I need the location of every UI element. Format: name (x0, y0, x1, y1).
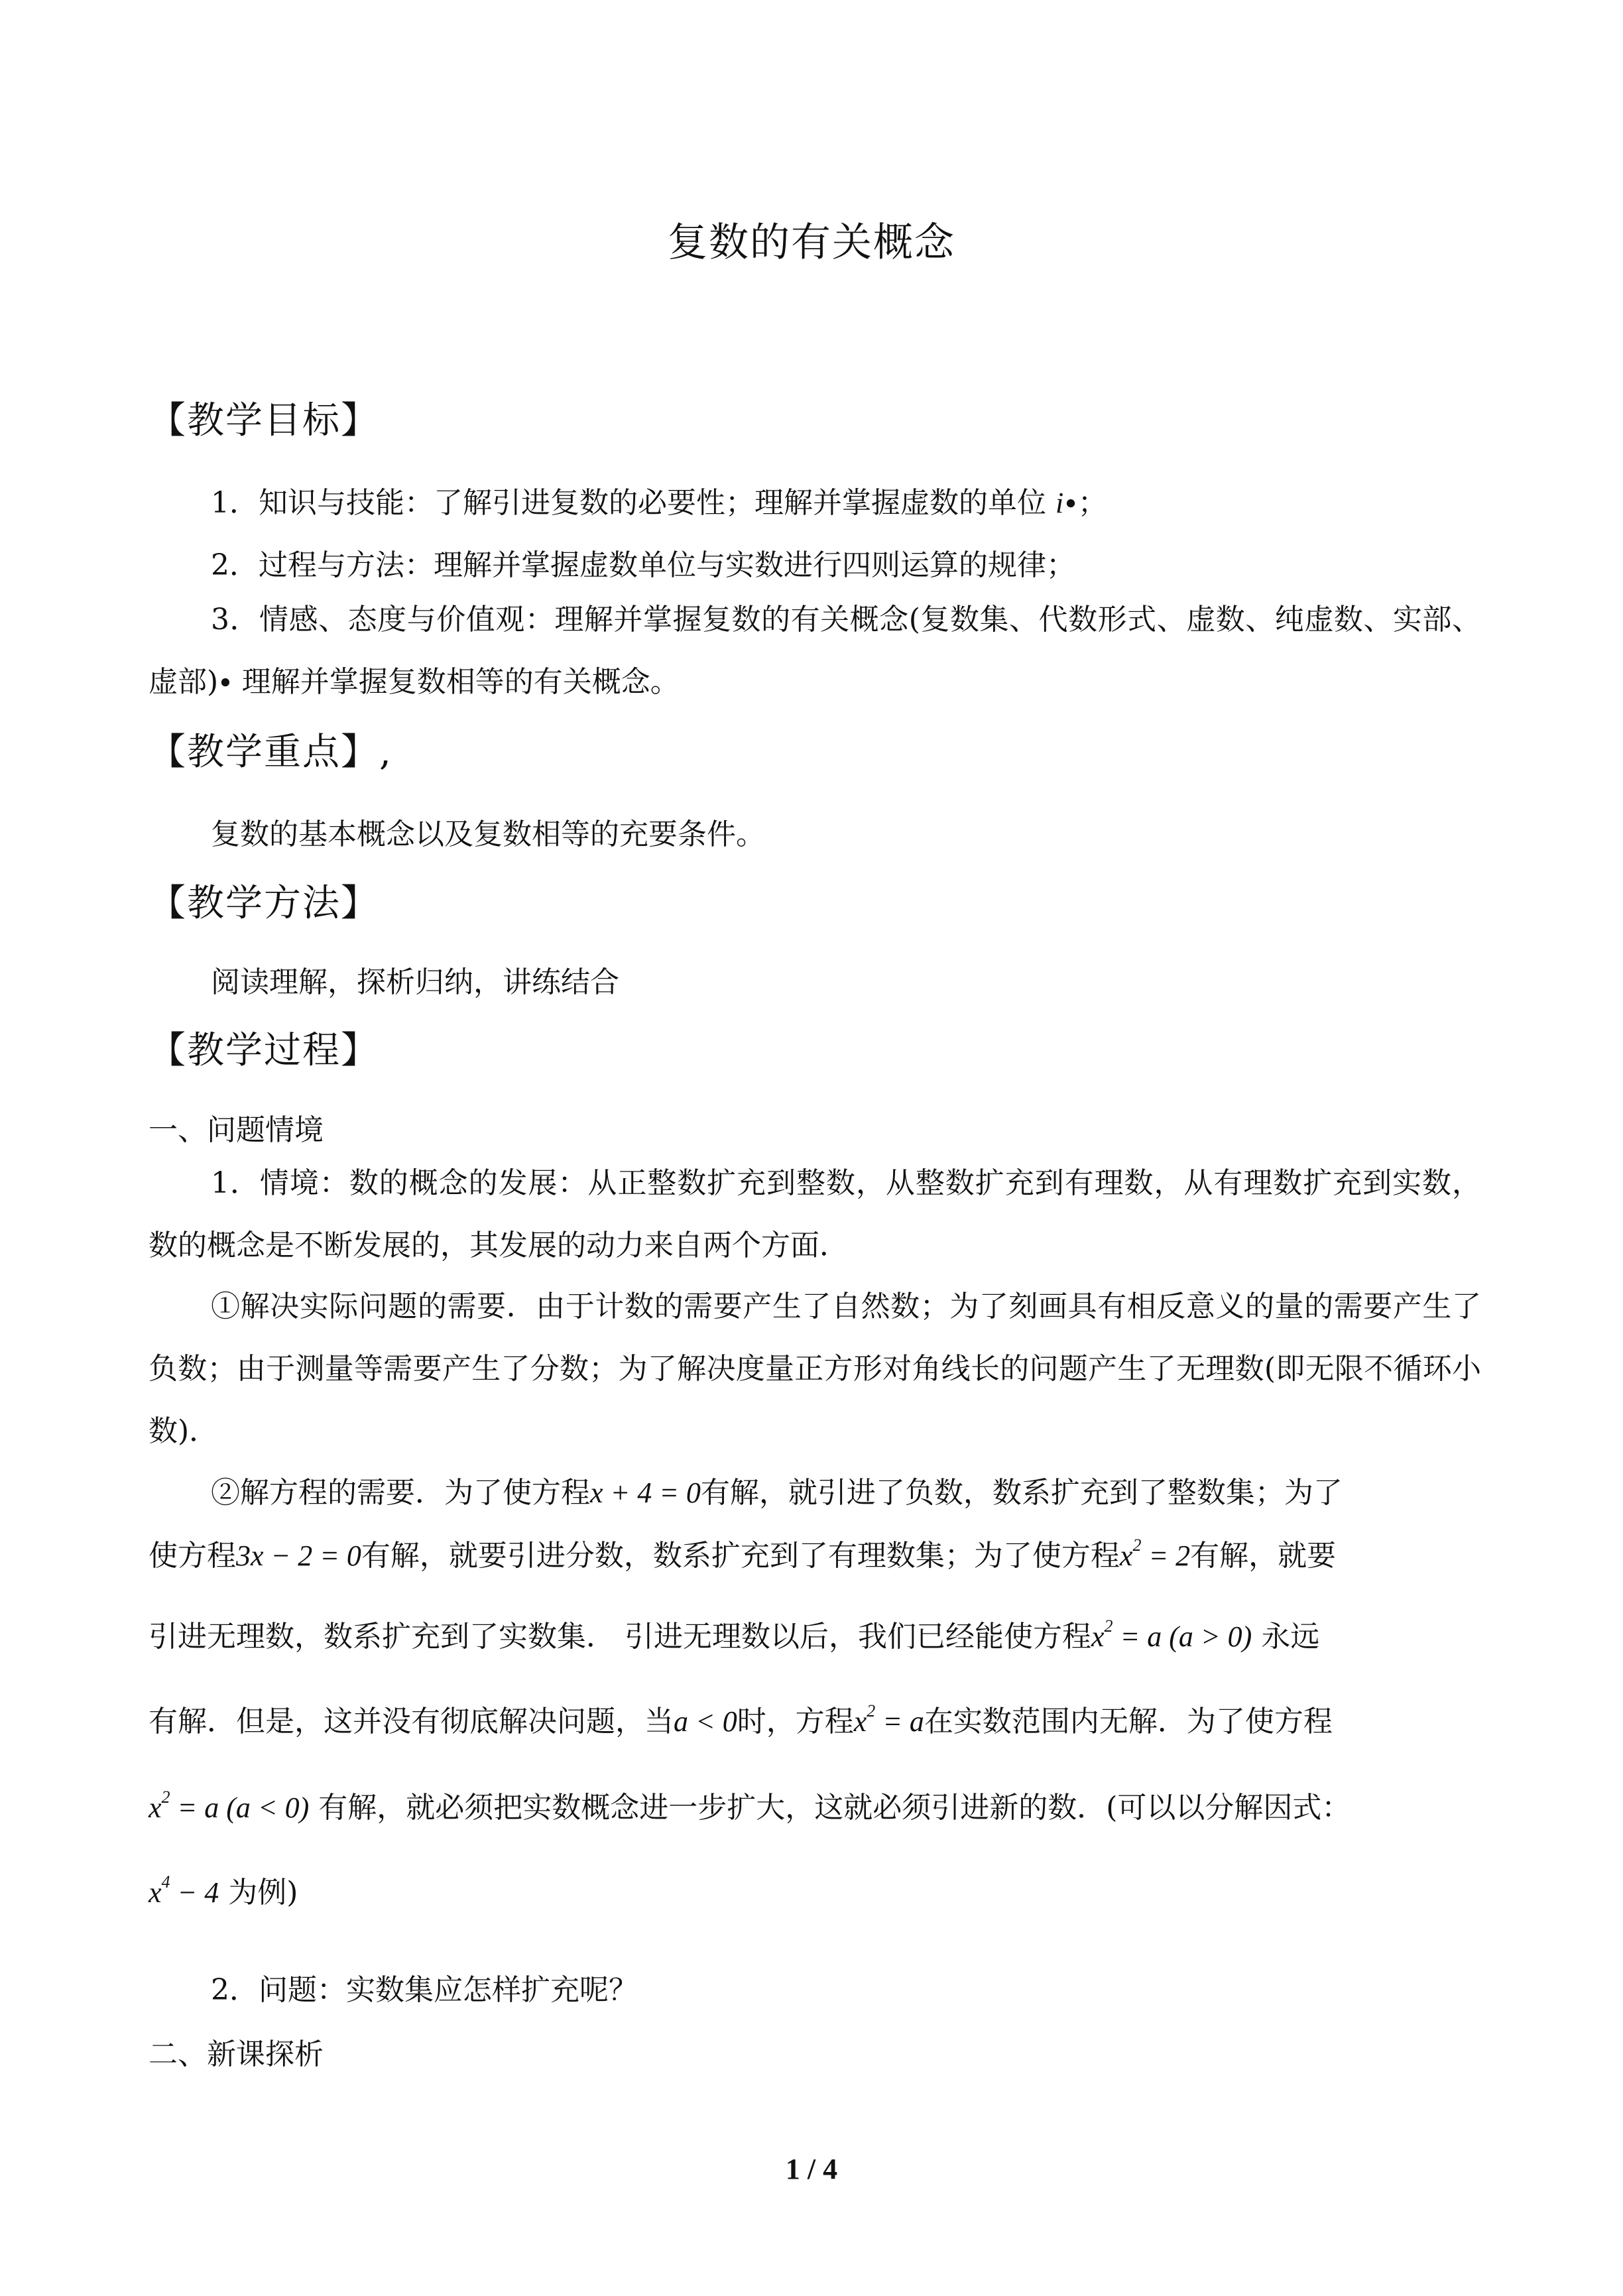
part1-title: 一、问题情境 (149, 1113, 324, 1147)
page-title: 复数的有关概念 (668, 219, 955, 266)
equation-line-3: 引进无理数，数系扩充到了实数集． 引进无理数以后，我们已经能使方程$x^2 = a$ (a > 0) 永远 (149, 1616, 1320, 1654)
paragraph-situation: 1．情境：数的概念的发展：从正整数扩充到整数，从整数扩充到有理数，从有理数扩充到实数，数的概念是不断发展的，其发展的动力来自两个方面． (149, 1166, 1481, 1262)
equation-x-plus-4: x + 4 = 0 (590, 1477, 701, 1509)
imaginary-unit-symbol: i (1055, 487, 1064, 519)
equation-x-squared-eq-a-3: $x^2 = a$ (a < 0) (149, 1787, 310, 1824)
objective-3: 3．情感、态度与价值观：理解并掌握复数的有关概念(复数集、代数形式、虚数、纯虚数、实部、虚部)∙ 理解并掌握复数相等的有关概念。 (149, 603, 1481, 699)
keypoint-heading: 【教学重点】, (149, 731, 392, 774)
process-heading: 【教学过程】 (149, 1029, 379, 1072)
objective-2: 2．过程与方法：理解并掌握虚数单位与实数进行四则运算的规律； (211, 548, 1075, 582)
objectives-heading: 【教学目标】 (149, 399, 379, 442)
part2-title: 二、新课探析 (149, 2037, 324, 2071)
objective-1-tail: ∙； (1063, 486, 1107, 520)
question-line: 2．问题：实数集应怎样扩充呢？ (211, 1973, 638, 2007)
equation-line-2: 使方程3x − 2 = 0有解，就要引进分数，数系扩充到了有理数集；为了使方程$x^2 = 2$有解，就要 (149, 1536, 1337, 1573)
method-heading: 【教学方法】 (149, 882, 379, 925)
equation-x-squared-eq-a-2: $x^2 = a$ (853, 1701, 924, 1738)
equation-line-5: $x^2 = a$ (a < 0) 有解，就必须把实数概念进一步扩大，这就必须引进新的数．(可以以分解因式： (149, 1787, 1351, 1825)
expression-x4-minus-4: $x^4 - 4$ (149, 1872, 219, 1909)
equation-line-4: 有解．但是，这并没有彻底解决问题，当a < 0时，方程$x^2 = a$在实数范围内无解．为了使方程 (149, 1701, 1333, 1738)
keypoint-text: 复数的基本概念以及复数相等的充要条件。 (211, 817, 765, 851)
page-number: 1 / 4 (785, 2153, 838, 2185)
objective-1-text: 1．知识与技能：了解引进复数的必要性；理解并掌握虚数的单位 (211, 486, 1046, 520)
method-text: 阅读理解，探析归纳，讲练结合 (211, 965, 619, 999)
paragraph-practical-needs: ①解决实际问题的需要．由于计数的需要产生了自然数；为了刻画具有相反意义的量的需要产生了负数；由于测量等需要产生了分数；为了解决度量正方形对角线长的问题产生了无理数(即无限不循环小数)． (149, 1290, 1481, 1448)
inequality-a-negative: a < 0 (674, 1705, 737, 1738)
equation-x-squared-eq-2: $x^2 = 2$ (1119, 1536, 1191, 1572)
equation-line-1: ②解方程的需要．为了使方程x + 4 = 0有解，就引进了负数，数系扩充到了整数集；为了 (211, 1476, 1343, 1510)
objective-1 (211, 479, 1107, 521)
equation-x-squared-eq-a: $x^2 = a$ (a > 0) (1091, 1616, 1252, 1653)
equation-3x-minus-2: 3x − 2 = 0 (236, 1540, 361, 1572)
equation-line-6: $x^4 - 4$ 为例) (149, 1872, 298, 1909)
